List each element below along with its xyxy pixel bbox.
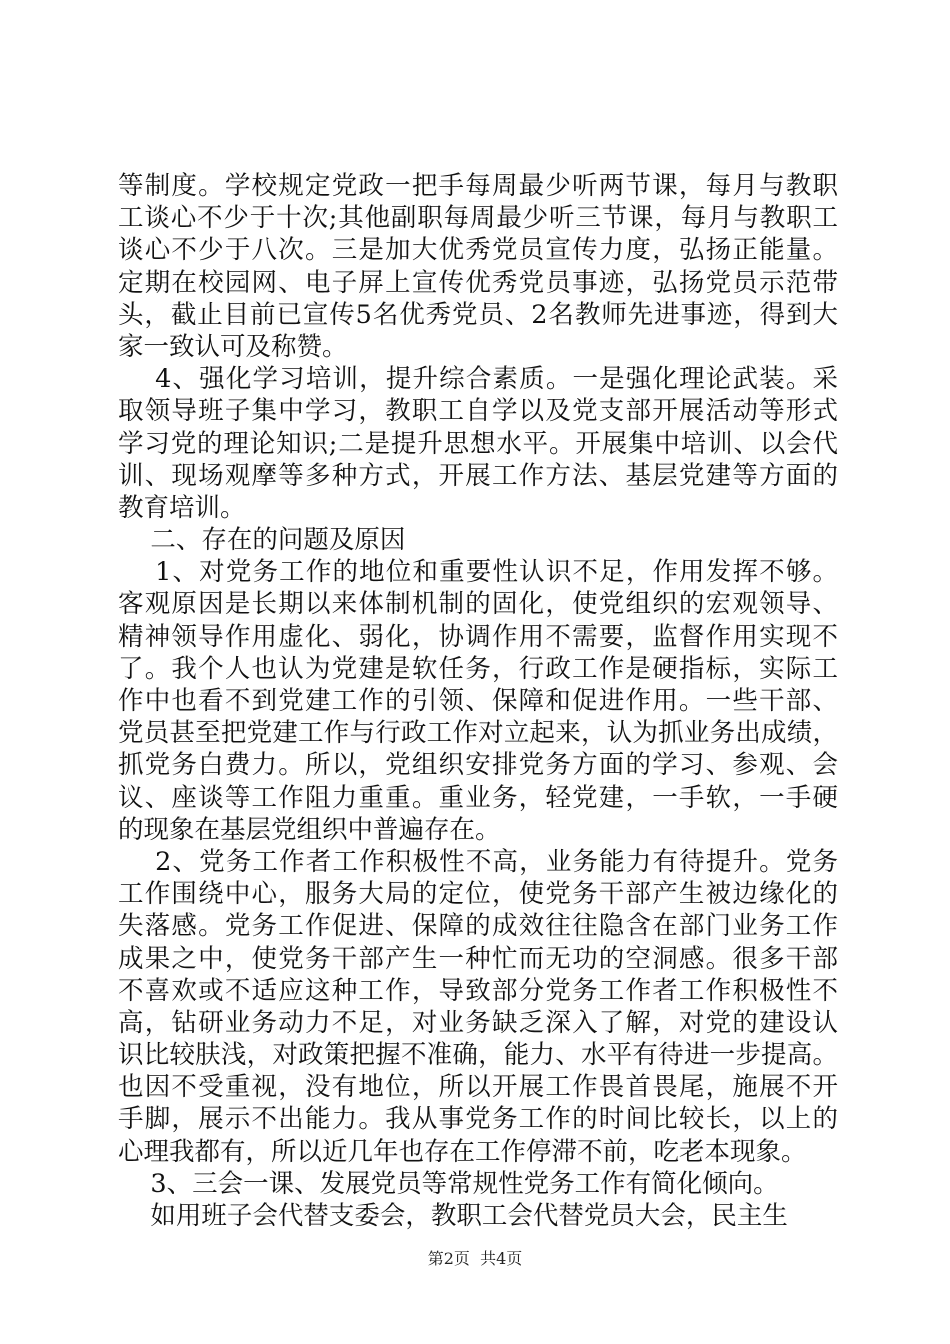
text-line: 定期在校园网、电子屏上宣传优秀党员事迹，弘扬党员示范带: [118, 267, 838, 298]
text-line: 3、三会一课、发展党员等常规性党务工作有简化倾向。: [118, 1168, 779, 1199]
text-line: 家一致认可及称赞。: [118, 331, 348, 362]
text-line: 成果之中，使党务干部产生一种忙而无功的空洞感。很多干部: [118, 943, 838, 974]
text-line: 客观原因是长期以来体制机制的固化，使党组织的宏观领导、: [118, 589, 838, 620]
section-heading: 二、存在的问题及原因: [118, 525, 406, 556]
text-line: 了。我个人也认为党建是软任务，行政工作是硬指标，实际工: [118, 653, 838, 684]
text-line: 工作围绕中心，服务大局的定位，使党务干部产生被边缘化的: [118, 879, 838, 910]
text-line: 失落感。党务工作促进、保障的成效往往隐含在部门业务工作: [118, 911, 838, 942]
text-line: 训、现场观摩等多种方式，开展工作方法、基层党建等方面的: [118, 460, 838, 491]
text-line: 识比较肤浅，对政策把握不准确，能力、水平有待进一步提高。: [118, 1040, 838, 1071]
text-line: 头，截止目前已宣传5名优秀党员、2名教师先进事迹，得到大: [118, 299, 838, 330]
text-line: 高，钻研业务动力不足，对业务缺乏深入了解，对党的建设认: [118, 1007, 838, 1038]
text-line: 教育培训。: [118, 492, 246, 523]
text-line: 心理我都有，所以近几年也存在工作停滞不前，吃老本现象。: [118, 1136, 807, 1167]
text-line: 2、党务工作者工作积极性不高，业务能力有待提升。党务: [118, 846, 838, 877]
text-line: 4、强化学习培训，提升综合素质。一是强化理论武装。采: [118, 364, 838, 395]
text-line: 1、对党务工作的地位和重要性认识不足，作用发挥不够。: [118, 557, 838, 588]
text-line: 的现象在基层党组织中普遍存在。: [118, 814, 501, 845]
text-line: 议、座谈等工作阻力重重。重业务，轻党建，一手软，一手硬: [118, 782, 838, 813]
text-line: 抓党务白费力。所以，党组织安排党务方面的学习、参观、会: [118, 750, 838, 781]
text-line: 等制度。学校规定党政一把手每周最少听两节课，每月与教职: [118, 171, 838, 201]
text-line: 作中也看不到党建工作的引领、保障和促进作用。一些干部、: [118, 686, 838, 716]
text-line: 学习党的理论知识;二是提升思想水平。开展集中培训、以会代: [118, 428, 838, 459]
text-line: 精神领导作用虚化、弱化，协调作用不需要，监督作用实现不: [118, 621, 838, 652]
text-line: 手脚，展示不出能力。我从事党务工作的时间比较长，以上的: [118, 1104, 838, 1135]
text-line: 也因不受重视，没有地位，所以开展工作畏首畏尾，施展不开: [118, 1072, 838, 1103]
text-line: 取领导班子集中学习，教职工自学以及党支部开展活动等形式: [118, 396, 838, 427]
text-line: 不喜欢或不适应这种工作，导致部分党务工作者工作积极性不: [118, 975, 838, 1006]
text-line: 党员甚至把党建工作与行政工作对立起来，认为抓业务出成绩，: [118, 718, 838, 749]
body-text: [118, 170, 838, 1232]
page-number-footer: 第2页 共4页: [427, 1249, 523, 1268]
text-line: 工谈心不少于十次;其他副职每周最少听三节课，每月与教职工: [118, 203, 838, 234]
text-line: 谈心不少于八次。三是加大优秀党员宣传力度，弘扬正能量。: [118, 235, 838, 266]
text-line: 如用班子会代替支委会，教职工会代替党员大会，民主生: [118, 1201, 788, 1231]
